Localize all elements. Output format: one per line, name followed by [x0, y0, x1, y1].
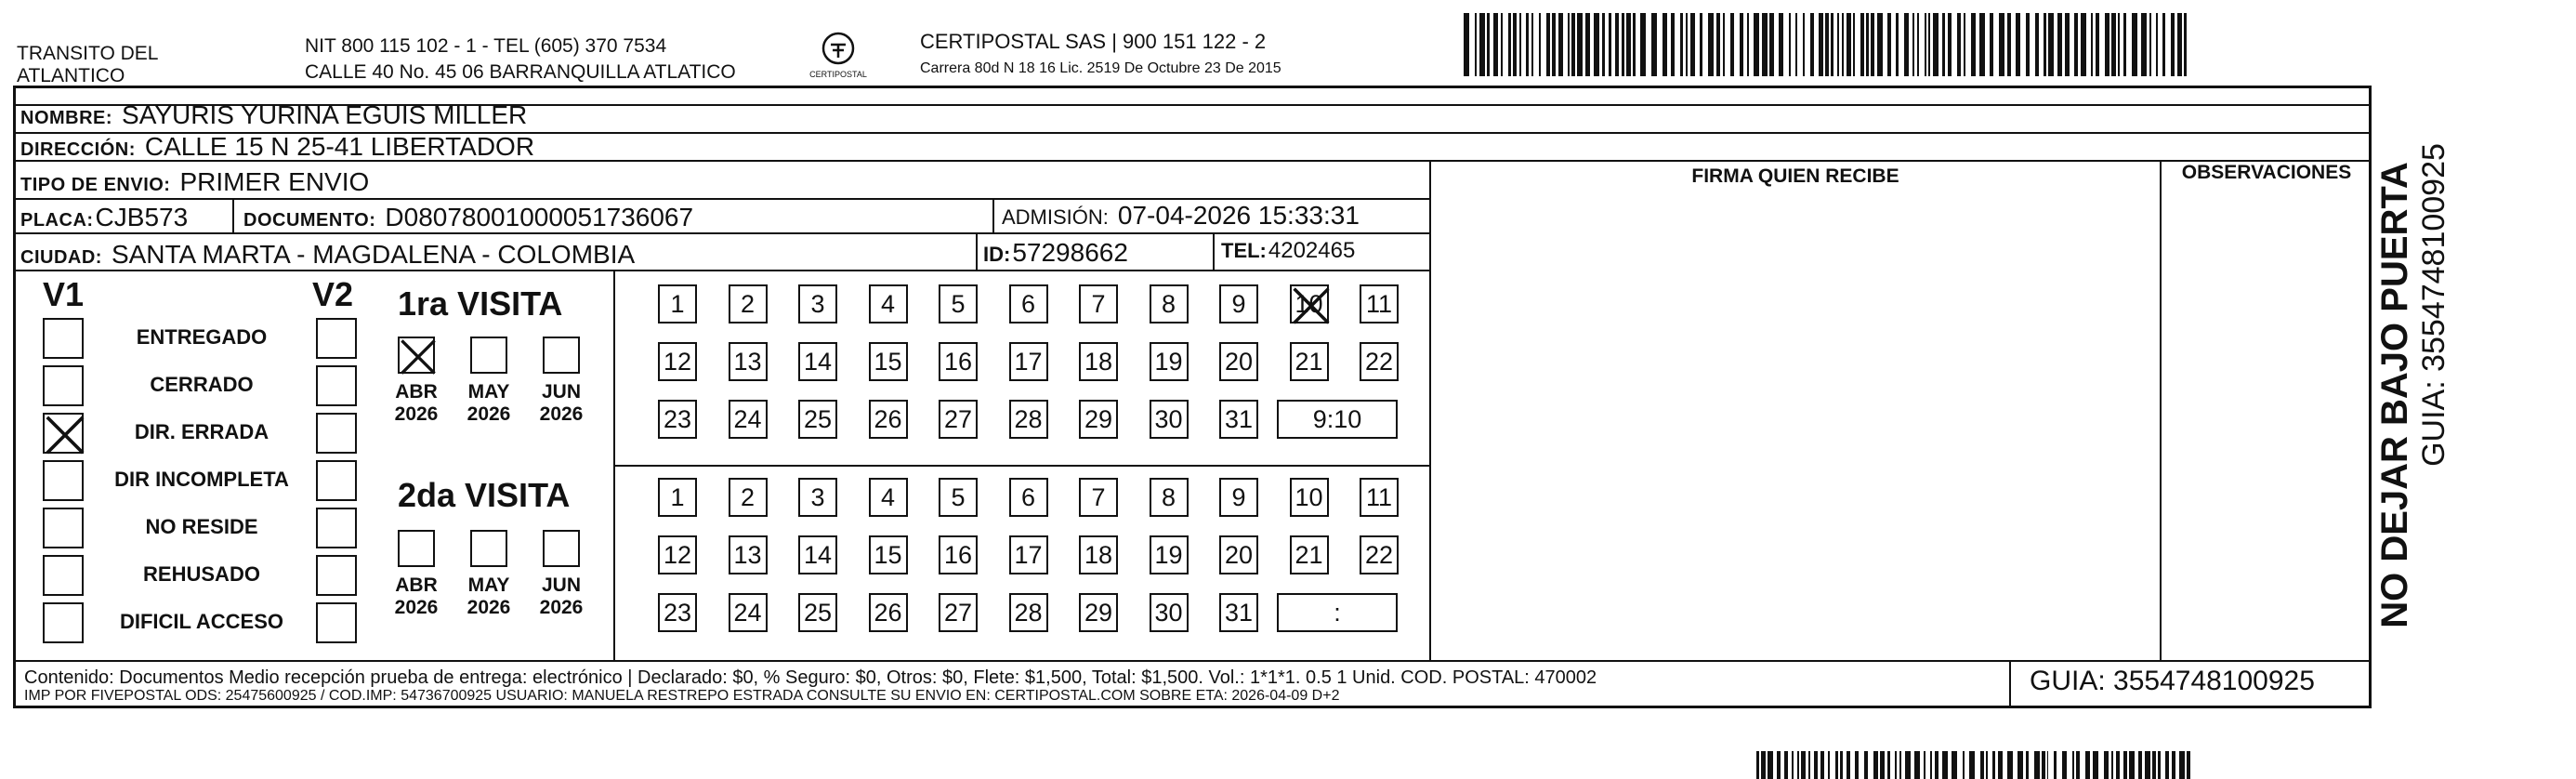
- first-visit-day-box[interactable]: 12: [658, 342, 697, 381]
- second-visit-day-box[interactable]: 17: [1009, 535, 1048, 574]
- first-visit-month-label: [461, 381, 517, 426]
- first-visit-day-box[interactable]: 22: [1360, 342, 1399, 381]
- license-line: Carrera 80d N 18 16 Lic. 2519 De Octubre 23 De 2015: [920, 60, 1281, 76]
- v1-checkbox[interactable]: [43, 460, 84, 501]
- second-visit-day-box[interactable]: 26: [869, 593, 908, 632]
- rule: [13, 270, 1431, 271]
- status-label: CERRADO: [150, 373, 254, 396]
- first-visit-title: 1ra VISITA: [398, 284, 563, 323]
- side-guia: GUIA: 3554748100925: [2416, 143, 2451, 467]
- rule: [13, 232, 1431, 234]
- first-visit-time-box[interactable]: 9:10: [1277, 400, 1398, 439]
- first-visit-day-box[interactable]: 25: [798, 400, 837, 439]
- documento-label: DOCUMENTO:: [243, 210, 376, 231]
- barcode-gap: [2190, 751, 2193, 779]
- v2-checkbox[interactable]: [316, 413, 357, 454]
- firma-header: FIRMA QUIEN RECIBE: [1691, 165, 1899, 187]
- tipo-envio-label: TIPO DE ENVIO:: [20, 175, 171, 195]
- rule: [13, 198, 1431, 200]
- second-visit-day-box[interactable]: 14: [798, 535, 837, 574]
- first-visit-month-label: [533, 381, 589, 426]
- top-barcode: [1464, 13, 2188, 76]
- second-visit-day-box[interactable]: 8: [1150, 478, 1189, 517]
- month-name: MAY: [467, 381, 510, 403]
- id-label: ID:: [983, 243, 1011, 266]
- side-guia-area: [2416, 86, 2453, 662]
- v1-checkbox[interactable]: [43, 318, 84, 359]
- second-visit-day-box[interactable]: 2: [729, 478, 768, 517]
- first-visit-day-box[interactable]: 30: [1150, 400, 1189, 439]
- footer-guia: GUIA: 3554748100925: [2030, 666, 2315, 696]
- v1-checkbox[interactable]: [43, 413, 84, 454]
- v1-checkbox[interactable]: [43, 555, 84, 596]
- second-visit-day-box[interactable]: 15: [869, 535, 908, 574]
- tel-label: TEL:: [1221, 239, 1267, 262]
- admision-cell: [1002, 201, 1360, 231]
- month-name: ABR: [395, 381, 438, 403]
- first-visit-day-box[interactable]: 1: [658, 284, 697, 323]
- second-visit-month-checkbox-may[interactable]: [470, 530, 507, 567]
- org-name-line1: TRANSITO DEL: [17, 43, 159, 64]
- first-visit-day-box[interactable]: 4: [869, 284, 908, 323]
- nombre-row: [20, 100, 527, 130]
- second-visit-day-box[interactable]: 10: [1290, 478, 1329, 517]
- second-visit-month-label: [461, 574, 517, 619]
- rule: [2009, 660, 2011, 708]
- first-visit-day-box[interactable]: 7: [1079, 284, 1118, 323]
- second-visit-day-box[interactable]: 11: [1360, 478, 1399, 517]
- logo-icon: [820, 30, 857, 67]
- admision-label: ADMISIÓN:: [1002, 205, 1109, 229]
- rule: [613, 270, 615, 660]
- id-cell: [983, 238, 1128, 268]
- first-visit-day-box[interactable]: 26: [869, 400, 908, 439]
- first-visit-day-box[interactable]: 27: [939, 400, 978, 439]
- company-info: [920, 30, 1281, 78]
- month-year: 2026: [539, 403, 584, 425]
- second-visit-month-label: [388, 574, 444, 619]
- rule: [1213, 232, 1215, 270]
- first-visit-day-box[interactable]: 23: [658, 400, 697, 439]
- v2-header: V2: [312, 275, 354, 313]
- month-name: MAY: [467, 574, 510, 596]
- rule: [992, 198, 994, 232]
- second-visit-day-box[interactable]: 31: [1219, 593, 1258, 632]
- second-visit-day-box[interactable]: 6: [1009, 478, 1048, 517]
- first-visit-day-box[interactable]: 10: [1290, 284, 1329, 323]
- second-visit-month-label: [533, 574, 589, 619]
- second-visit-day-box[interactable]: 5: [939, 478, 978, 517]
- first-visit-day-box[interactable]: 16: [939, 342, 978, 381]
- second-visit-day-box[interactable]: 30: [1150, 593, 1189, 632]
- v1-checkbox[interactable]: [43, 508, 84, 548]
- second-visit-title: 2da VISITA: [398, 476, 571, 514]
- first-visit-month-checkbox-abr[interactable]: [398, 337, 435, 374]
- second-visit-month-checkbox-abr[interactable]: [398, 530, 435, 567]
- second-visit-day-box[interactable]: 21: [1290, 535, 1329, 574]
- v2-checkbox[interactable]: [316, 602, 357, 643]
- v2-checkbox[interactable]: [316, 318, 357, 359]
- first-visit-day-box[interactable]: 9: [1219, 284, 1258, 323]
- first-visit-day-box[interactable]: 24: [729, 400, 768, 439]
- second-visit-day-box[interactable]: 18: [1079, 535, 1118, 574]
- ciudad-cell: [20, 240, 635, 270]
- rule: [976, 232, 978, 270]
- certipostal-logo: [801, 30, 875, 79]
- x-mark-icon: [1290, 284, 1333, 327]
- rule: [613, 465, 1431, 467]
- x-mark-icon: [43, 413, 87, 457]
- second-visit-day-box[interactable]: 29: [1079, 593, 1118, 632]
- tel-value: 4202465: [1268, 238, 1356, 263]
- v2-checkbox[interactable]: [316, 555, 357, 596]
- second-visit-day-box[interactable]: 1: [658, 478, 697, 517]
- v1-checkbox[interactable]: [43, 602, 84, 643]
- second-visit-day-box[interactable]: 28: [1009, 593, 1048, 632]
- nombre-value: SAYURIS YURINA EGUIS MILLER: [122, 100, 528, 129]
- status-label: ENTREGADO: [136, 325, 268, 349]
- rule: [232, 198, 234, 232]
- admision-value: 07-04-2026 15:33:31: [1117, 201, 1360, 230]
- first-visit-month-checkbox-jun[interactable]: [543, 337, 580, 374]
- second-visit-day-box[interactable]: 19: [1150, 535, 1189, 574]
- first-visit-day-box[interactable]: 3: [798, 284, 837, 323]
- org-contact: [305, 35, 736, 84]
- month-name: JUN: [541, 574, 581, 596]
- second-visit-day-box[interactable]: 24: [729, 593, 768, 632]
- second-visit-day-box[interactable]: 22: [1360, 535, 1399, 574]
- month-year: 2026: [467, 597, 511, 618]
- month-year: 2026: [467, 403, 511, 425]
- barcode-gap: [2187, 13, 2188, 76]
- first-visit-day-box[interactable]: 5: [939, 284, 978, 323]
- tipo-envio-row: [20, 167, 369, 197]
- status-label: NO RESIDE: [145, 515, 258, 538]
- first-visit-day-box[interactable]: 29: [1079, 400, 1118, 439]
- footer-imp-line: IMP POR FIVEPOSTAL ODS: 25475600925 / COD.IMP: 54736700925 USUARIO: MANUELA RESTREPO ESTRADA CONSULTE SU ENVIO EN: CERTIPOSTAL.COM SOBRE ETA: 2026-04-09 D+2: [24, 688, 1340, 704]
- first-visit-month-label: [388, 381, 444, 426]
- v1-checkbox[interactable]: [43, 365, 84, 406]
- first-visit-month-checkbox-may[interactable]: [470, 337, 507, 374]
- footer-content-line: Contenido: Documentos Medio recepción prueba de entrega: electrónico | Declarado: $0, % Seguro: $0, Otros: $0, Flete: $1,500, Total: $1,500. Vol.: 1*1*1. 0.5 1 Unid. COD. POSTAL: 470002: [24, 667, 1597, 688]
- second-visit-day-box[interactable]: 23: [658, 593, 697, 632]
- status-label: DIR INCOMPLETA: [114, 468, 289, 491]
- logo-text: CERTIPOSTAL: [809, 70, 867, 79]
- observaciones-header: OBSERVACIONES: [2181, 162, 2352, 183]
- second-visit-day-box[interactable]: 25: [798, 593, 837, 632]
- first-visit-day-box[interactable]: 6: [1009, 284, 1048, 323]
- tipo-envio-value: PRIMER ENVIO: [179, 167, 370, 196]
- month-year: 2026: [394, 597, 439, 618]
- second-visit-month-checkbox-jun[interactable]: [543, 530, 580, 567]
- direccion-value: CALLE 15 N 25-41 LIBERTADOR: [144, 132, 535, 161]
- month-year: 2026: [539, 597, 584, 618]
- status-label: DIFICIL ACCESO: [119, 610, 283, 633]
- tel-cell: [1221, 238, 1355, 264]
- v1-header: V1: [43, 275, 85, 313]
- first-visit-day-box[interactable]: 21: [1290, 342, 1329, 381]
- ciudad-label: CIUDAD:: [20, 247, 102, 268]
- direccion-label: DIRECCIÓN:: [20, 139, 136, 160]
- x-mark-icon: [398, 337, 439, 377]
- first-visit-day-box[interactable]: 28: [1009, 400, 1048, 439]
- placa-value: CJB573: [95, 203, 189, 231]
- second-visit-day-box[interactable]: 3: [798, 478, 837, 517]
- second-visit-day-box[interactable]: 9: [1219, 478, 1258, 517]
- status-label: DIR. ERRADA: [134, 420, 269, 443]
- nit-line: NIT 800 115 102 - 1 - TEL (605) 370 7534: [305, 35, 667, 57]
- first-visit-day-box[interactable]: 2: [729, 284, 768, 323]
- first-visit-day-box[interactable]: 18: [1079, 342, 1118, 381]
- rule: [13, 660, 2372, 662]
- first-visit-day-box[interactable]: 13: [729, 342, 768, 381]
- documento-value: D08078001000051736067: [385, 203, 694, 231]
- month-name: JUN: [541, 381, 581, 403]
- direccion-row: [20, 132, 534, 162]
- placa-label: PLACA:: [20, 210, 94, 231]
- v2-checkbox[interactable]: [316, 460, 357, 501]
- status-label: REHUSADO: [143, 562, 260, 586]
- second-visit-time-box[interactable]: :: [1277, 593, 1398, 632]
- second-visit-day-box[interactable]: 20: [1219, 535, 1258, 574]
- address-line: CALLE 40 No. 45 06 BARRANQUILLA ATLATICO: [305, 61, 736, 83]
- v2-checkbox[interactable]: [316, 365, 357, 406]
- org-name-line2: ATLANTICO: [17, 65, 125, 86]
- second-visit-day-box[interactable]: 13: [729, 535, 768, 574]
- first-visit-day-box[interactable]: 31: [1219, 400, 1258, 439]
- second-visit-day-box[interactable]: 16: [939, 535, 978, 574]
- first-visit-day-box[interactable]: 19: [1150, 342, 1189, 381]
- company-line: CERTIPOSTAL SAS | 900 151 122 - 2: [920, 30, 1267, 53]
- second-visit-day-box[interactable]: 27: [939, 593, 978, 632]
- first-visit-day-box[interactable]: 14: [798, 342, 837, 381]
- first-visit-day-box[interactable]: 8: [1150, 284, 1189, 323]
- placa-cell: [20, 203, 188, 232]
- first-visit-day-box[interactable]: 15: [869, 342, 908, 381]
- first-visit-day-box[interactable]: 20: [1219, 342, 1258, 381]
- rule: [2160, 160, 2162, 660]
- v2-checkbox[interactable]: [316, 508, 357, 548]
- org-name: [17, 43, 158, 87]
- first-visit-day-box[interactable]: 11: [1360, 284, 1399, 323]
- no-dejar-bajo-puerta: NO DEJAR BAJO PUERTA: [2374, 162, 2415, 628]
- month-name: ABR: [395, 574, 438, 596]
- rule: [1429, 160, 1431, 660]
- nombre-label: NOMBRE:: [20, 108, 113, 128]
- second-visit-day-box[interactable]: 12: [658, 535, 697, 574]
- second-visit-day-box[interactable]: 7: [1079, 478, 1118, 517]
- month-year: 2026: [394, 403, 439, 425]
- documento-cell: [243, 203, 693, 232]
- bottom-barcode: [1756, 751, 2193, 779]
- second-visit-day-box[interactable]: 4: [869, 478, 908, 517]
- first-visit-day-box[interactable]: 17: [1009, 342, 1048, 381]
- ciudad-value: SANTA MARTA - MAGDALENA - COLOMBIA: [111, 240, 636, 269]
- id-value: 57298662: [1012, 238, 1128, 267]
